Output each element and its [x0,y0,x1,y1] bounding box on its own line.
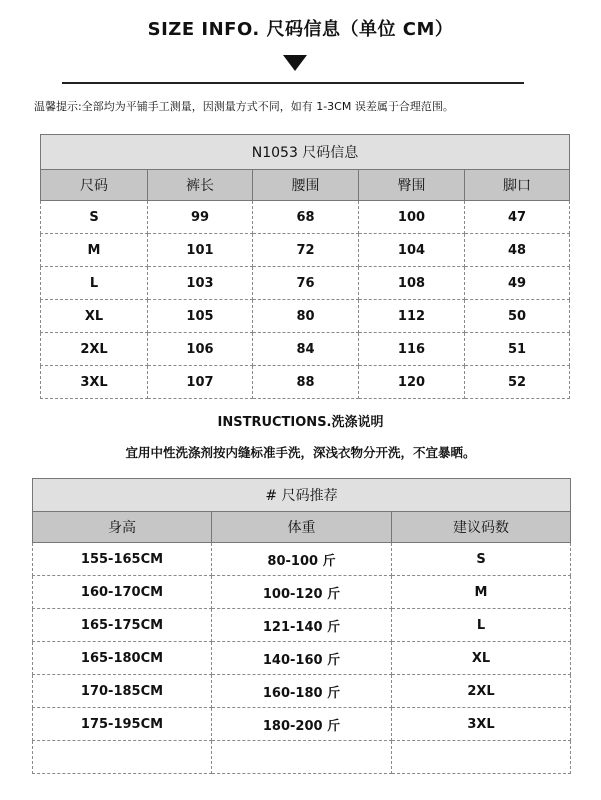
size-table-row [41,267,570,300]
size-table-cell: L [41,267,148,300]
recommend-table-cell: 160-180 斤 [212,675,392,708]
recommend-table-cell: M [392,576,571,609]
recommend-table-cell: 121-140 斤 [212,609,392,642]
recommend-table-header-cell: 建议码数 [392,512,571,543]
size-table-row [41,300,570,333]
recommend-table-cell [392,741,571,774]
size-table-cell: 51 [465,333,570,366]
size-table-row [41,366,570,399]
size-table-cell: 120 [359,366,465,399]
size-table-cell: 107 [148,366,253,399]
recommend-table-cell: 100-120 斤 [212,576,392,609]
size-table-header-cell: 裤长 [148,170,253,201]
size-table-cell: 52 [465,366,570,399]
size-table-cell: 100 [359,201,465,234]
recommend-table-cell: 80-100 斤 [212,543,392,576]
size-table-cell: 50 [465,300,570,333]
size-table-cell: 2XL [41,333,148,366]
size-table-header-cell: 尺码 [41,170,148,201]
size-table-cell: 112 [359,300,465,333]
recommend-table-row [33,576,571,609]
recommend-table-cell: 180-200 斤 [212,708,392,741]
size-table-cell: 84 [253,333,359,366]
recommend-table-cell [33,741,212,774]
recommend-table-cell [212,741,392,774]
recommend-table-cell: L [392,609,571,642]
recommend-table-header-cell: 身高 [33,512,212,543]
size-recommendation-table [32,478,571,774]
size-table-cell: 88 [253,366,359,399]
size-table-cell: 47 [465,201,570,234]
size-table-cell: 68 [253,201,359,234]
recommend-table-cell: 165-175CM [33,609,212,642]
instructions-text: 宜用中性洗涤剂按内缝标准手洗，深浅衣物分开洗，不宜暴晒。 [125,445,476,460]
size-table-cell: 106 [148,333,253,366]
recommend-table-row [33,609,571,642]
down-arrow-icon [283,55,307,71]
size-table-cell: 105 [148,300,253,333]
recommend-table-row [33,543,571,576]
recommend-table-row [33,741,571,774]
size-table-row [41,333,570,366]
size-table-cell: 101 [148,234,253,267]
recommend-table-title: # 尺码推荐 [33,479,571,512]
size-table-cell: 116 [359,333,465,366]
size-table-cell: 3XL [41,366,148,399]
size-table-title: N1053 尺码信息 [41,135,570,170]
recommend-table-cell: 155-165CM [33,543,212,576]
recommend-table-row [33,708,571,741]
size-table-cell: 49 [465,267,570,300]
size-table-cell: 99 [148,201,253,234]
size-table-cell: 108 [359,267,465,300]
recommend-table-cell: 160-170CM [33,576,212,609]
recommend-table-cell: 170-185CM [33,675,212,708]
measurement-note: 温馨提示:全部均为平铺手工测量，因测量方式不同，如有 1-3CM 误差属于合理范围。 [34,100,454,113]
recommend-table-cell: 3XL [392,708,571,741]
size-table-row [41,234,570,267]
recommend-table-cell: S [392,543,571,576]
size-info-table [40,134,570,399]
size-table-row [41,201,570,234]
size-table-cell: 103 [148,267,253,300]
size-table-header-cell: 臀围 [359,170,465,201]
page-title: SIZE INFO. 尺码信息（单位 CM） [147,19,454,40]
size-table-cell: 48 [465,234,570,267]
recommend-table-cell: 175-195CM [33,708,212,741]
divider [62,82,524,84]
size-table-cell: XL [41,300,148,333]
recommend-table-cell: 140-160 斤 [212,642,392,675]
size-table-cell: 104 [359,234,465,267]
recommend-table-row [33,642,571,675]
size-table-header-cell: 脚口 [465,170,570,201]
size-table-cell: M [41,234,148,267]
size-table-header-cell: 腰围 [253,170,359,201]
size-table-cell: 76 [253,267,359,300]
recommend-table-header-cell: 体重 [212,512,392,543]
size-table-cell: 80 [253,300,359,333]
recommend-table-cell: 2XL [392,675,571,708]
size-table-cell: S [41,201,148,234]
size-table-cell: 72 [253,234,359,267]
recommend-table-row [33,675,571,708]
recommend-table-cell: XL [392,642,571,675]
recommend-table-cell: 165-180CM [33,642,212,675]
instructions-title: INSTRUCTIONS.洗涤说明 [217,415,384,430]
